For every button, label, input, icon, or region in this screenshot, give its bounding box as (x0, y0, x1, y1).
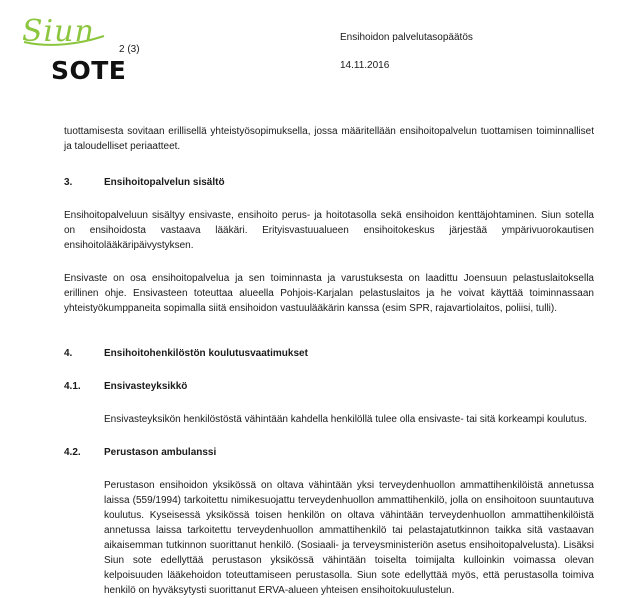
section-3-title: Ensihoitopalvelun sisältö (104, 177, 225, 188)
section-4-1-title: Ensivasteyksikkö (104, 381, 188, 392)
section-4-2-text: Perustason ensihoidon yksikössä on oltava vähintään yksi terveydenhuollon ammattihenkilöistä annetussa laissa (559/1994) tarkoitettu nimikesuojattu terveydenhuollon ammattihenkilö, jolla on ensihoitoon suuntautuva koulutus. Kyseisessä yksikössä toisen henkilön on oltava vähintään terveydenhuollon ammattihenkilöistä annetussa laissa tarkoitettu terveydenhuollon ammattihenkilö tai pelastajatutkinnon taikka sitä vastaavan aikaisemman tutkinnon suorittanut henkilö. (Sosiaali- ja terveysministeriön asetus ensihoitopalvelusta). Lisäksi Siun sote edellyttää perustason yksikössä vähintään toiselta toimijalta kulloinkin voimassa olevan kelpoisuuden lääkehoidon toteuttamiseen perustasolla. Siun sote edellyttää myös, että perustasolla toimiva henkilö on hyväksytysti suorittanut ERVA-alueen yhteisen ensihoitokuulustelun. (104, 480, 594, 596)
section-3-number: 3. (64, 177, 73, 188)
section-4-heading (64, 346, 594, 361)
logo-word-text: SOTE (51, 56, 127, 85)
document-title: Ensihoidon palvelutasopäätös (340, 32, 473, 43)
section-3-paragraph-2: Ensivaste on osa ensihoitopalvelua ja sen toiminnasta ja varustuksesta on laadittu Joensuun pelastuslaitoksella erillinen ohje. Ensivasteen toteuttaa alueella Pohjois-Karjalan pelastuslaitos ja he voivat käyttää toiminnassaan yhteistyökumppaneita sopimalla siitä ensihoidon vastuulääkärin kanssa (esim SPR, rajavartiolaitos, poliisi, tulli). (64, 273, 594, 314)
logo-script-text: Siun (22, 14, 95, 49)
section-4-2-heading (64, 445, 594, 460)
intro-paragraph: tuottamisesta sovitaan erillisellä yhteistyösopimuksella, jossa määritellään ensihoitopalvelun tuottamisen toiminnalliset ja taloudelliset periaatteet. (64, 126, 594, 152)
document-date: 14.11.2016 (340, 60, 390, 71)
section-3-paragraph-1: Ensihoitopalveluun sisältyy ensivaste, ensihoito perus- ja hoitotasolla sekä ensihoidon kenttäjohtaminen. Siun sotella on ensihoidosta vastaava lääkäri. Erityisvastuualueen ensihoitokeskus järjestää ympärivuorokautisen ensihoitolääkäripäivystyksen. (64, 210, 594, 251)
section-4-1-heading (64, 379, 594, 394)
section-4-2-number: 4.2. (64, 447, 81, 458)
section-4-1-number: 4.1. (64, 381, 81, 392)
section-4-number: 4. (64, 348, 73, 359)
document-body (64, 124, 594, 598)
section-4-2-title: Perustason ambulanssi (104, 447, 217, 458)
section-3-heading (64, 175, 594, 190)
section-4-title: Ensihoitohenkilöstön koulutusvaatimukset (104, 348, 308, 359)
page-number: 2 (3) (119, 44, 140, 55)
section-4-1-text: Ensivasteyksikön henkilöstöstä vähintään kahdella henkilöllä tulee olla ensivaste- tai sitä korkeampi koulutus. (104, 414, 588, 425)
